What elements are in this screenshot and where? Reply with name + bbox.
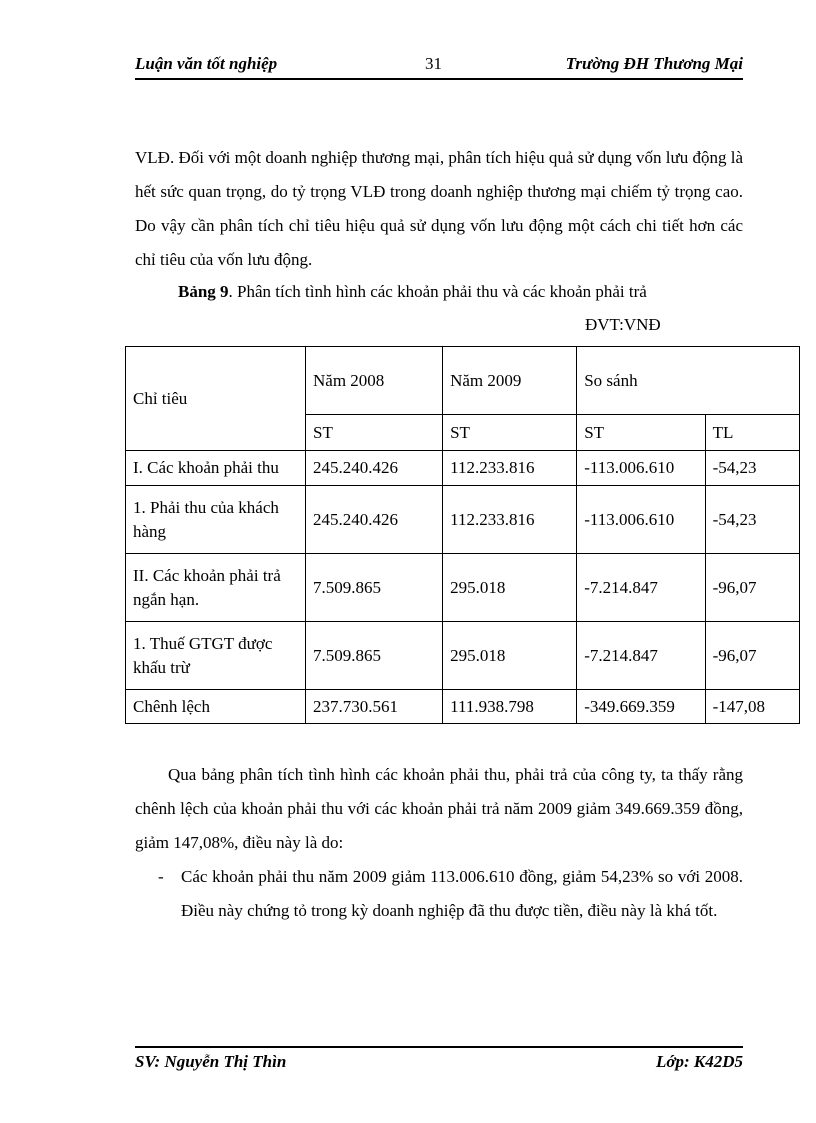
page-header bbox=[135, 52, 743, 80]
footer-class: Lớp: K42D5 bbox=[655, 1052, 743, 1071]
page-footer bbox=[135, 1046, 743, 1076]
header-compare: So sánh bbox=[577, 347, 800, 415]
row-compare-tl: -147,08 bbox=[705, 690, 799, 724]
row-value-2009: 111.938.798 bbox=[443, 690, 577, 724]
header-university: Trường ĐH Thương Mại bbox=[565, 54, 743, 73]
row-compare-st: -7.214.847 bbox=[577, 622, 705, 690]
intro-paragraph: VLĐ. Đối với một doanh nghiệp thương mại, phân tích hiệu quả sử dụng vốn lưu động là hết sức quan trọng, do tỷ trọng VLĐ trong doanh nghiệp thương mại chiếm tỷ trọng cao. Do vậy cần phân tích chỉ tiêu hiệu quả sử dụng vốn lưu động một cách chi tiết hơn các chỉ tiêu của vốn lưu động. bbox=[135, 148, 743, 269]
subheader-st-2009: ST bbox=[443, 415, 577, 451]
row-value-2008: 245.240.426 bbox=[306, 451, 443, 486]
table-row bbox=[126, 690, 800, 724]
subheader-st-2008: ST bbox=[306, 415, 443, 451]
row-compare-st: -7.214.847 bbox=[577, 554, 705, 622]
table-header-row bbox=[126, 347, 800, 415]
row-value-2009: 295.018 bbox=[443, 622, 577, 690]
table-caption-title: . Phân tích tình hình các khoản phải thu và các khoản phải trả bbox=[228, 282, 647, 301]
table-row bbox=[126, 451, 800, 486]
row-value-2009: 112.233.816 bbox=[443, 451, 577, 486]
table-row bbox=[126, 622, 800, 690]
row-compare-tl: -96,07 bbox=[705, 554, 799, 622]
footer-student: SV: Nguyễn Thị Thìn bbox=[135, 1052, 287, 1071]
bullet-text: Các khoản phải thu năm 2009 giảm 113.006.610 đồng, giảm 54,23% so với 2008. Điều này chứng tỏ trong kỳ doanh nghiệp đã thu được tiền, điều này là khá tốt. bbox=[181, 867, 743, 920]
analysis-paragraph: Qua bảng phân tích tình hình các khoản phải thu, phải trả của công ty, ta thấy rằng chênh lệch của khoản phải thu với các khoản phải trả năm 2009 giảm 349.669.359 đồng, giảm 147,08%, điều này là do: bbox=[135, 765, 743, 852]
subheader-tl-compare: TL bbox=[705, 415, 799, 451]
receivables-payables-table bbox=[125, 346, 800, 724]
subheader-st-compare: ST bbox=[577, 415, 705, 451]
currency-unit: ĐVT:VNĐ bbox=[585, 315, 661, 334]
row-value-2008: 245.240.426 bbox=[306, 486, 443, 554]
row-value-2008: 237.730.561 bbox=[306, 690, 443, 724]
page-number: 31 bbox=[425, 54, 442, 73]
table-caption bbox=[178, 282, 647, 302]
row-indicator: 1. Phải thu của khách hàng bbox=[126, 486, 306, 554]
row-value-2009: 295.018 bbox=[443, 554, 577, 622]
table-row bbox=[126, 486, 800, 554]
row-indicator: II. Các khoản phải trả ngắn hạn. bbox=[126, 554, 306, 622]
bullet-marker: - bbox=[158, 867, 164, 886]
row-compare-tl: -54,23 bbox=[705, 486, 799, 554]
header-year-2009: Năm 2009 bbox=[443, 347, 577, 415]
header-indicator: Chỉ tiêu bbox=[126, 347, 306, 451]
row-compare-tl: -96,07 bbox=[705, 622, 799, 690]
row-value-2008: 7.509.865 bbox=[306, 622, 443, 690]
row-value-2008: 7.509.865 bbox=[306, 554, 443, 622]
table-row bbox=[126, 554, 800, 622]
row-indicator: I. Các khoản phải thu bbox=[126, 451, 306, 486]
row-compare-tl: -54,23 bbox=[705, 451, 799, 486]
row-compare-st: -113.006.610 bbox=[577, 451, 705, 486]
table-caption-label: Bảng 9 bbox=[178, 282, 229, 301]
row-compare-st: -349.669.359 bbox=[577, 690, 705, 724]
header-year-2008: Năm 2008 bbox=[306, 347, 443, 415]
row-value-2009: 112.233.816 bbox=[443, 486, 577, 554]
header-thesis-title: Luận văn tốt nghiệp bbox=[135, 54, 278, 73]
row-compare-st: -113.006.610 bbox=[577, 486, 705, 554]
row-indicator: Chênh lệch bbox=[126, 690, 306, 724]
row-indicator: 1. Thuế GTGT được khấu trừ bbox=[126, 622, 306, 690]
